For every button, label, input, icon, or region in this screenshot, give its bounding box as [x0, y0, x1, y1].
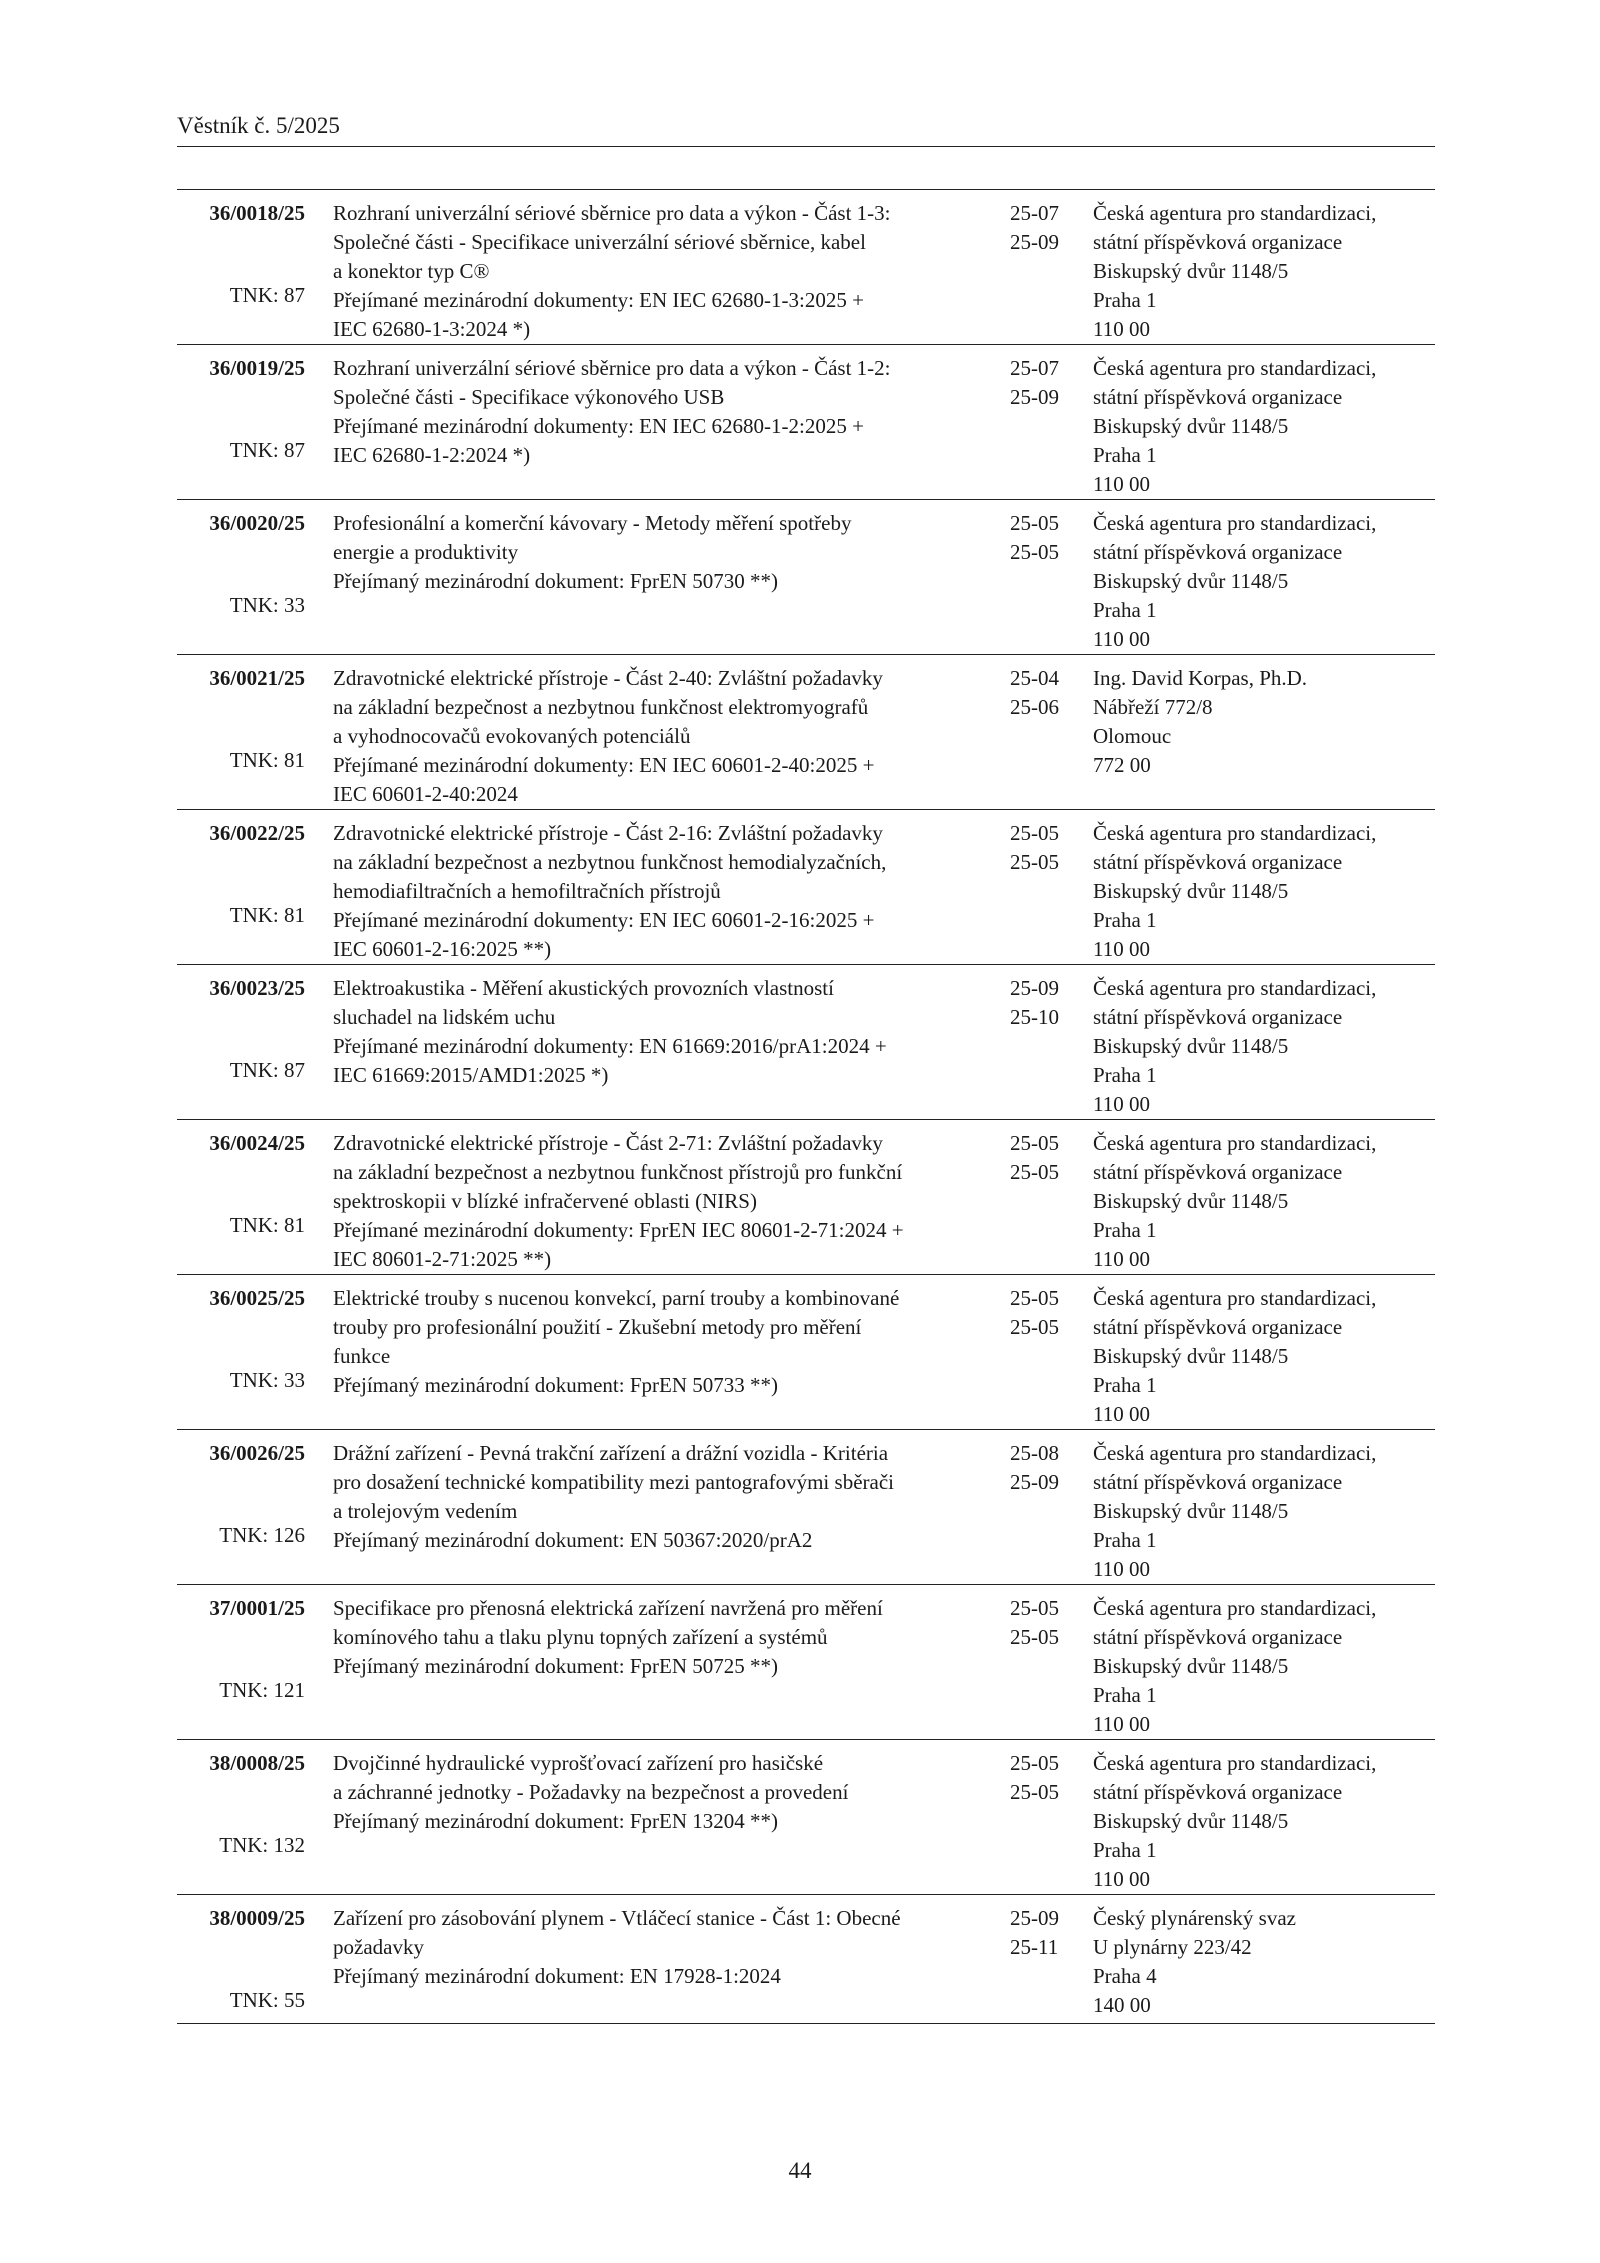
table-row	[177, 810, 1435, 965]
entry-text-line: Přejímané mezinárodní dokumenty: EN IEC 62680-1-3:2025 +	[333, 288, 864, 312]
entry-address-line: Praha 4	[1093, 1964, 1157, 1988]
entry-address-line: státní příspěvková organizace	[1093, 850, 1343, 874]
page-number: 44	[788, 2158, 812, 2183]
entry-address-line: 110 00	[1093, 1712, 1150, 1736]
entry-address-line: Praha 1	[1093, 1683, 1157, 1707]
entry-text-line: Zdravotnické elektrické přístroje - Část 2-16: Zvláštní požadavky	[333, 821, 883, 845]
entry-dates	[1010, 199, 1070, 257]
entry-text-line: spektroskopii v blízké infračervené oblasti (NIRS)	[333, 1189, 757, 1213]
entry-text-line: a trolejovým vedením	[333, 1499, 518, 1523]
entry-text-line: Společné části - Specifikace výkonového USB	[333, 385, 725, 409]
entry-text-line: IEC 60601-2-40:2024	[333, 782, 518, 806]
entry-address	[1093, 1129, 1435, 1274]
entry-date: 25-09	[1010, 385, 1059, 409]
entry-number: 38/0008/25	[209, 1751, 305, 1775]
entry-address-line: Česká agentura pro standardizaci,	[1093, 511, 1377, 535]
entry-address-line: Česká agentura pro standardizaci,	[1093, 1286, 1377, 1310]
entry-address-line: Biskupský dvůr 1148/5	[1093, 1499, 1289, 1523]
entry-address	[1093, 974, 1435, 1119]
entry-address-line: 110 00	[1093, 627, 1150, 651]
entry-date: 25-10	[1010, 1005, 1059, 1029]
entry-date: 25-07	[1010, 356, 1059, 380]
entry-address-line: Česká agentura pro standardizaci,	[1093, 201, 1377, 225]
entry-address-line: státní příspěvková organizace	[1093, 1315, 1343, 1339]
entry-dates	[1010, 509, 1070, 567]
entry-address-line: Česká agentura pro standardizaci,	[1093, 821, 1377, 845]
entry-address-line: Nábřeží 772/8	[1093, 695, 1213, 719]
entry-dates	[1010, 974, 1070, 1032]
entry-text-line: trouby pro profesionální použití - Zkušební metody pro měření	[333, 1315, 862, 1339]
entry-text-line: IEC 62680-1-3:2024 *)	[333, 317, 531, 341]
entry-address-line: Ing. David Korpas, Ph.D.	[1093, 666, 1308, 690]
entry-text-line: Specifikace pro přenosná elektrická zařízení navržená pro měření	[333, 1596, 883, 1620]
table-row	[177, 345, 1435, 500]
entry-dates	[1010, 1129, 1070, 1187]
page-header	[177, 114, 1435, 147]
entry-text-line: Elektroakustika - Měření akustických provozních vlastností	[333, 976, 834, 1000]
entry-date: 25-05	[1010, 1596, 1059, 1620]
entry-number: 36/0021/25	[209, 666, 305, 690]
entry-address	[1093, 1284, 1435, 1429]
entry-address	[1093, 1904, 1435, 2020]
entry-date: 25-09	[1010, 1470, 1059, 1494]
entry-date: 25-05	[1010, 1160, 1059, 1184]
entry-dates	[1010, 819, 1070, 877]
entry-address-line: Česká agentura pro standardizaci,	[1093, 356, 1377, 380]
entry-date: 25-06	[1010, 695, 1059, 719]
entry-address-line: Česká agentura pro standardizaci,	[1093, 976, 1377, 1000]
table-row	[177, 965, 1435, 1120]
entry-text-line: na základní bezpečnost a nezbytnou funkčnost elektromyografů	[333, 695, 869, 719]
entry-address	[1093, 819, 1435, 964]
entry-tnk: TNK: 87	[229, 283, 305, 307]
entry-date: 25-07	[1010, 201, 1059, 225]
entry-address-line: Praha 1	[1093, 598, 1157, 622]
entry-address	[1093, 664, 1435, 780]
entry-text-line: Zdravotnické elektrické přístroje - Část 2-40: Zvláštní požadavky	[333, 666, 883, 690]
entry-tnk: TNK: 132	[219, 1833, 305, 1857]
entry-text-line: Společné části - Specifikace univerzální sériové sběrnice, kabel	[333, 230, 866, 254]
entry-text-line: IEC 80601-2-71:2025 **)	[333, 1247, 552, 1271]
entry-address-line: státní příspěvková organizace	[1093, 385, 1343, 409]
entry-text-line: Přejímané mezinárodní dokumenty: EN IEC 60601-2-16:2025 +	[333, 908, 875, 932]
entry-address-line: 110 00	[1093, 472, 1150, 496]
entry-dates	[1010, 1439, 1070, 1497]
entry-text-line: Přejímaný mezinárodní dokument: FprEN 50730 **)	[333, 569, 779, 593]
entry-address-line: Praha 1	[1093, 1218, 1157, 1242]
entry-address-line: Praha 1	[1093, 1063, 1157, 1087]
entry-number: 37/0001/25	[209, 1596, 305, 1620]
entry-text-line: Dvojčinné hydraulické vyprošťovací zařízení pro hasičské	[333, 1751, 824, 1775]
entry-text-line: sluchadel na lidském uchu	[333, 1005, 556, 1029]
entry-number: 36/0026/25	[209, 1441, 305, 1465]
entry-tnk: TNK: 81	[229, 1213, 305, 1237]
entry-date: 25-05	[1010, 821, 1059, 845]
entry-text-line: Přejímaný mezinárodní dokument: EN 17928-1:2024	[333, 1964, 781, 1988]
entry-text-line: a konektor typ C®	[333, 259, 490, 283]
entry-number: 36/0020/25	[209, 511, 305, 535]
entry-text-line: komínového tahu a tlaku plynu topných zařízení a systémů	[333, 1625, 828, 1649]
entry-address	[1093, 199, 1435, 344]
entry-address	[1093, 354, 1435, 499]
entry-text-line: a vyhodnocovačů evokovaných potenciálů	[333, 724, 691, 748]
entry-tnk: TNK: 121	[219, 1678, 305, 1702]
entry-number: 36/0019/25	[209, 356, 305, 380]
entry-address-line: Český plynárenský svaz	[1093, 1906, 1296, 1930]
entry-number: 38/0009/25	[209, 1906, 305, 1930]
entry-text-line: energie a produktivity	[333, 540, 519, 564]
entry-date: 25-05	[1010, 1131, 1059, 1155]
entry-address-line: 110 00	[1093, 1092, 1150, 1116]
entry-address-line: Biskupský dvůr 1148/5	[1093, 1034, 1289, 1058]
entry-tnk: TNK: 81	[229, 903, 305, 927]
entry-address-line: 772 00	[1093, 753, 1151, 777]
entry-number: 36/0024/25	[209, 1131, 305, 1155]
table-row	[177, 500, 1435, 655]
entry-text-line: hemodiafiltračních a hemofiltračních přístrojů	[333, 879, 721, 903]
entry-address-line: Česká agentura pro standardizaci,	[1093, 1441, 1377, 1465]
entry-address-line: Česká agentura pro standardizaci,	[1093, 1596, 1377, 1620]
table-row	[177, 1740, 1435, 1895]
entry-address-line: Praha 1	[1093, 443, 1157, 467]
entry-address-line: Biskupský dvůr 1148/5	[1093, 1189, 1289, 1213]
table-row	[177, 1585, 1435, 1740]
entry-date: 25-04	[1010, 666, 1059, 690]
entry-text-line: Přejímaný mezinárodní dokument: FprEN 50733 **)	[333, 1373, 779, 1397]
table-row	[177, 655, 1435, 810]
entry-date: 25-05	[1010, 511, 1059, 535]
entry-address-line: státní příspěvková organizace	[1093, 230, 1343, 254]
entry-date: 25-05	[1010, 1315, 1059, 1339]
entry-text-line: IEC 60601-2-16:2025 **)	[333, 937, 552, 961]
entry-address-line: státní příspěvková organizace	[1093, 1005, 1343, 1029]
entry-address-line: Biskupský dvůr 1148/5	[1093, 879, 1289, 903]
entry-text-line: Přejímané mezinárodní dokumenty: EN IEC 60601-2-40:2025 +	[333, 753, 875, 777]
table-row	[177, 190, 1435, 345]
entry-dates	[1010, 1904, 1070, 1962]
entry-address-line: státní příspěvková organizace	[1093, 1160, 1343, 1184]
entry-text-line: funkce	[333, 1344, 391, 1368]
entry-text-line: Zdravotnické elektrické přístroje - Část 2-71: Zvláštní požadavky	[333, 1131, 883, 1155]
entry-address-line: Praha 1	[1093, 1528, 1157, 1552]
table-row	[177, 1895, 1435, 2024]
entry-text-line: Elektrické trouby s nucenou konvekcí, parní trouby a kombinované	[333, 1286, 900, 1310]
entry-address-line: státní příspěvková organizace	[1093, 1780, 1343, 1804]
entry-text-line: Přejímaný mezinárodní dokument: FprEN 13204 **)	[333, 1809, 779, 1833]
entry-tnk: TNK: 126	[219, 1523, 305, 1547]
entry-address	[1093, 1594, 1435, 1739]
entry-number: 36/0023/25	[209, 976, 305, 1000]
journal-title: Věstník č. 5/2025	[177, 113, 340, 138]
entry-address	[1093, 1439, 1435, 1584]
entry-address-line: Biskupský dvůr 1148/5	[1093, 1809, 1289, 1833]
entry-text-line: IEC 61669:2015/AMD1:2025 *)	[333, 1063, 609, 1087]
entry-dates	[1010, 354, 1070, 412]
entry-text-line: a záchranné jednotky - Požadavky na bezpečnost a provedení	[333, 1780, 849, 1804]
entry-address-line: 110 00	[1093, 937, 1150, 961]
entry-text-line: na základní bezpečnost a nezbytnou funkčnost přístrojů pro funkční	[333, 1160, 903, 1184]
entry-address-line: U plynárny 223/42	[1093, 1935, 1252, 1959]
entry-date: 25-05	[1010, 1780, 1059, 1804]
entry-address-line: 110 00	[1093, 1867, 1150, 1891]
entry-tnk: TNK: 33	[229, 593, 305, 617]
entry-number: 36/0022/25	[209, 821, 305, 845]
entry-number: 36/0018/25	[209, 201, 305, 225]
entry-date: 25-11	[1010, 1935, 1059, 1959]
entry-text-line: na základní bezpečnost a nezbytnou funkčnost hemodialyzačních,	[333, 850, 887, 874]
entry-text-line: požadavky	[333, 1935, 424, 1959]
entry-date: 25-05	[1010, 1625, 1059, 1649]
entry-text-line: Přejímané mezinárodní dokumenty: EN IEC 62680-1-2:2025 +	[333, 414, 864, 438]
entry-text-line: pro dosažení technické kompatibility mezi pantografovými sběrači	[333, 1470, 894, 1494]
entries-table	[177, 189, 1435, 2024]
entry-date: 25-09	[1010, 976, 1059, 1000]
entry-text-line: Rozhraní univerzální sériové sběrnice pro data a výkon - Část 1-2:	[333, 356, 891, 380]
entry-tnk: TNK: 81	[229, 748, 305, 772]
entry-date: 25-05	[1010, 1286, 1059, 1310]
entry-address-line: Biskupský dvůr 1148/5	[1093, 1344, 1289, 1368]
entry-address-line: 110 00	[1093, 1247, 1150, 1271]
entry-address-line: Biskupský dvůr 1148/5	[1093, 569, 1289, 593]
entry-text-line: Profesionální a komerční kávovary - Metody měření spotřeby	[333, 511, 852, 535]
entry-address-line: Česká agentura pro standardizaci,	[1093, 1131, 1377, 1155]
entry-dates	[1010, 664, 1070, 722]
entry-date: 25-08	[1010, 1441, 1059, 1465]
entry-text-line: Zařízení pro zásobování plynem - Vtláčecí stanice - Část 1: Obecné	[333, 1906, 901, 1930]
entry-address-line: 110 00	[1093, 317, 1150, 341]
entry-address-line: státní příspěvková organizace	[1093, 1625, 1343, 1649]
entry-address-line: Česká agentura pro standardizaci,	[1093, 1751, 1377, 1775]
entry-text-line: Přejímaný mezinárodní dokument: EN 50367:2020/prA2	[333, 1528, 813, 1552]
table-row	[177, 1275, 1435, 1430]
entry-date: 25-05	[1010, 540, 1059, 564]
entry-address-line: Biskupský dvůr 1148/5	[1093, 414, 1289, 438]
entry-address-line: 140 00	[1093, 1993, 1151, 2017]
entry-address-line: 110 00	[1093, 1402, 1150, 1426]
table-row	[177, 1120, 1435, 1275]
entry-address-line: Praha 1	[1093, 1838, 1157, 1862]
entry-address	[1093, 509, 1435, 654]
entry-tnk: TNK: 87	[229, 1058, 305, 1082]
entry-address-line: Olomouc	[1093, 724, 1172, 748]
table-row	[177, 1430, 1435, 1585]
entry-address-line: Praha 1	[1093, 1373, 1157, 1397]
entry-dates	[1010, 1594, 1070, 1652]
entry-date: 25-09	[1010, 230, 1059, 254]
entry-text-line: IEC 62680-1-2:2024 *)	[333, 443, 531, 467]
entry-dates	[1010, 1284, 1070, 1342]
entry-address	[1093, 1749, 1435, 1894]
entry-date: 25-05	[1010, 1751, 1059, 1775]
entry-text-line: Drážní zařízení - Pevná trakční zařízení a drážní vozidla - Kritéria	[333, 1441, 889, 1465]
entry-address-line: Praha 1	[1093, 908, 1157, 932]
entry-text-line: Rozhraní univerzální sériové sběrnice pro data a výkon - Část 1-3:	[333, 201, 891, 225]
entry-address-line: Biskupský dvůr 1148/5	[1093, 1654, 1289, 1678]
entry-number: 36/0025/25	[209, 1286, 305, 1310]
entry-address-line: Praha 1	[1093, 288, 1157, 312]
entry-address-line: 110 00	[1093, 1557, 1150, 1581]
entry-address-line: státní příspěvková organizace	[1093, 1470, 1343, 1494]
entry-tnk: TNK: 55	[229, 1988, 305, 2012]
entry-address-line: státní příspěvková organizace	[1093, 540, 1343, 564]
entry-dates	[1010, 1749, 1070, 1807]
entry-text-line: Přejímaný mezinárodní dokument: FprEN 50725 **)	[333, 1654, 779, 1678]
entry-address-line: Biskupský dvůr 1148/5	[1093, 259, 1289, 283]
entry-text-line: Přejímané mezinárodní dokumenty: EN 61669:2016/prA1:2024 +	[333, 1034, 887, 1058]
entry-date: 25-05	[1010, 850, 1059, 874]
entry-date: 25-09	[1010, 1906, 1059, 1930]
entry-tnk: TNK: 87	[229, 438, 305, 462]
entry-text-line: Přejímané mezinárodní dokumenty: FprEN IEC 80601-2-71:2024 +	[333, 1218, 904, 1242]
entry-tnk: TNK: 33	[229, 1368, 305, 1392]
